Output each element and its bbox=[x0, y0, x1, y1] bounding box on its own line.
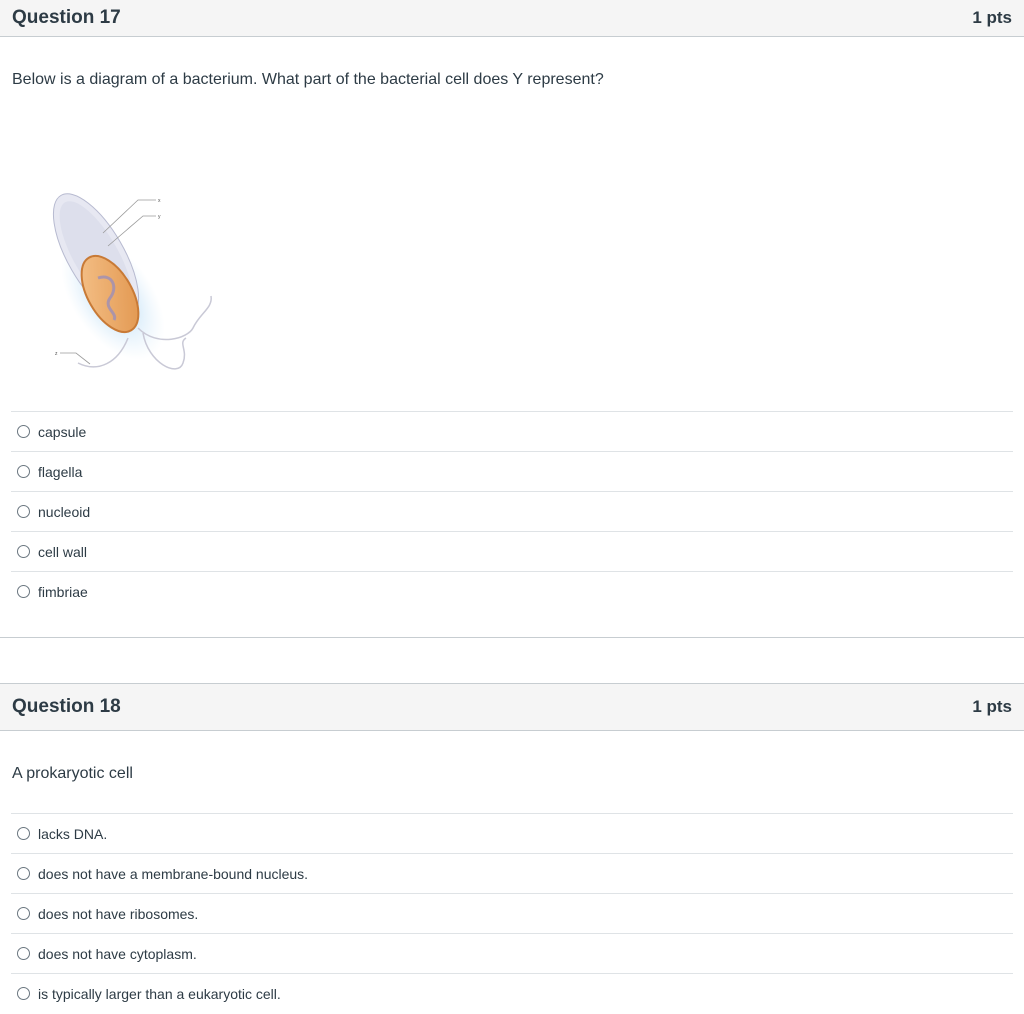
radio-button[interactable] bbox=[17, 465, 30, 478]
radio-button[interactable] bbox=[17, 987, 30, 1000]
question-text: A prokaryotic cell bbox=[12, 765, 133, 782]
answer-label: does not have a membrane-bound nucleus. bbox=[38, 865, 309, 882]
question-title: Question 18 bbox=[12, 696, 121, 717]
radio-button[interactable] bbox=[17, 505, 30, 518]
radio-button[interactable] bbox=[17, 425, 30, 438]
radio-button[interactable] bbox=[17, 867, 30, 880]
answer-option[interactable] bbox=[11, 531, 1013, 571]
question-18 bbox=[0, 683, 1024, 1013]
answer-label: cell wall bbox=[38, 543, 88, 560]
question-header bbox=[0, 683, 1024, 731]
diagram-label-y: y bbox=[158, 214, 161, 220]
answer-option[interactable] bbox=[11, 933, 1013, 973]
answer-label: capsule bbox=[38, 423, 87, 440]
answer-list bbox=[11, 813, 1013, 1013]
label-line-z bbox=[60, 353, 90, 364]
answer-option[interactable] bbox=[11, 853, 1013, 893]
question-text: Below is a diagram of a bacterium. What part of the bacterial cell does Y represent? bbox=[12, 71, 604, 88]
radio-button[interactable] bbox=[17, 907, 30, 920]
question-header bbox=[0, 0, 1024, 37]
answer-label: lacks DNA. bbox=[38, 825, 108, 842]
answer-option[interactable] bbox=[11, 893, 1013, 933]
answer-list bbox=[11, 411, 1013, 611]
answer-label: nucleoid bbox=[38, 503, 91, 520]
question-spacer bbox=[0, 638, 1024, 683]
diagram-label-z: z bbox=[55, 351, 58, 357]
question-points: 1 pts bbox=[972, 8, 1012, 27]
answer-label: does not have cytoplasm. bbox=[38, 945, 197, 962]
answer-label: is typically larger than a eukaryotic cell. bbox=[38, 985, 281, 1002]
answer-option[interactable] bbox=[11, 411, 1013, 451]
answer-label: flagella bbox=[38, 463, 83, 480]
question-points: 1 pts bbox=[972, 697, 1012, 716]
answer-option[interactable] bbox=[11, 571, 1013, 611]
radio-button[interactable] bbox=[17, 585, 30, 598]
answer-label: does not have ribosomes. bbox=[38, 905, 199, 922]
answer-option[interactable] bbox=[11, 451, 1013, 491]
question-title: Question 17 bbox=[12, 7, 121, 28]
diagram-label-x: x bbox=[158, 198, 161, 204]
radio-button[interactable] bbox=[17, 947, 30, 960]
bacterium-diagram bbox=[18, 178, 218, 378]
answer-option[interactable] bbox=[11, 973, 1013, 1013]
radio-button[interactable] bbox=[17, 827, 30, 840]
answer-option[interactable] bbox=[11, 491, 1013, 531]
radio-button[interactable] bbox=[17, 545, 30, 558]
answer-option[interactable] bbox=[11, 813, 1013, 853]
answer-label: fimbriae bbox=[38, 583, 88, 600]
